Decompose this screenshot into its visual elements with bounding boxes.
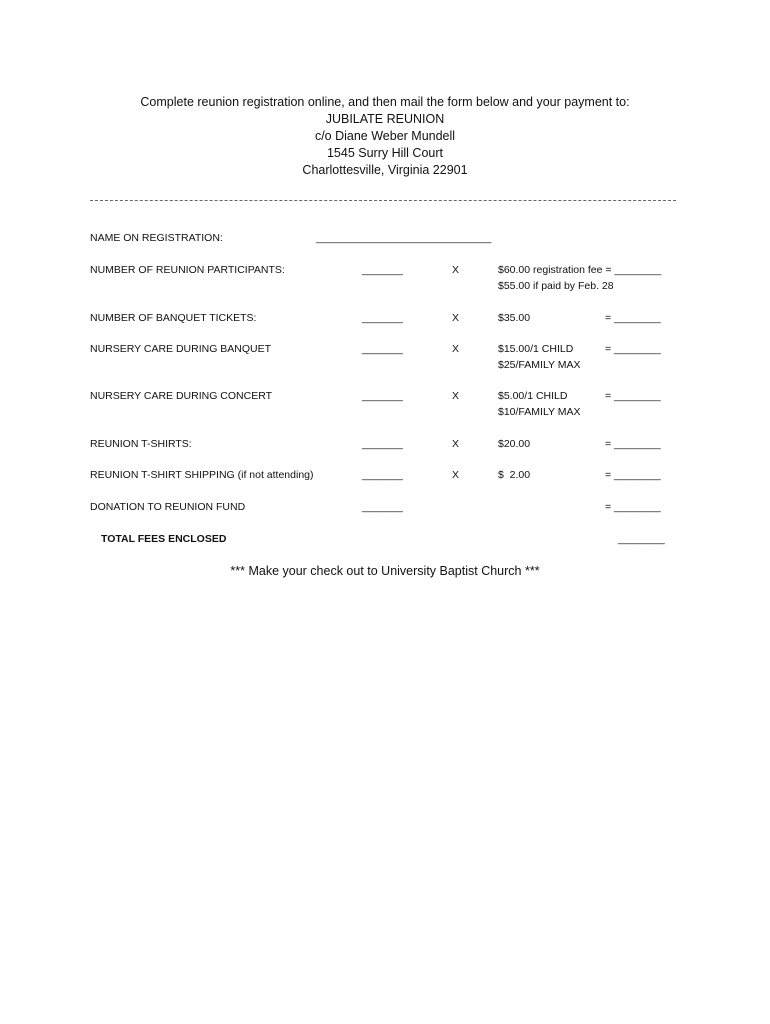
nursery-concert-qty-blank[interactable]: _______	[362, 390, 403, 402]
nursery-banquet-qty-blank[interactable]: _______	[362, 343, 403, 355]
nursery-banquet-price: $15.00/1 CHILD	[498, 343, 574, 355]
participants-price: $60.00 registration fee = ________	[498, 264, 662, 276]
donation-label: DONATION TO REUNION FUND	[90, 501, 246, 513]
donation-qty-blank[interactable]: _______	[362, 501, 403, 513]
tshirts-times: X	[452, 438, 460, 450]
banquet-label: NUMBER OF BANQUET TICKETS:	[90, 312, 257, 324]
shipping-price: $ 2.00	[498, 469, 531, 481]
recipient-care-of: c/o Diane Weber Mundell	[314, 129, 456, 143]
tshirts-total-blank[interactable]: = ________	[605, 438, 661, 450]
tshirts-price: $20.00	[498, 438, 531, 450]
cut-line-divider	[90, 200, 676, 201]
recipient-name: JUBILATE REUNION	[325, 112, 445, 126]
name-blank[interactable]: ______________________________	[316, 232, 492, 244]
banquet-total-blank[interactable]: = ________	[605, 312, 661, 324]
participants-label: NUMBER OF REUNION PARTICIPANTS:	[90, 264, 285, 276]
participants-early-price: $55.00 if paid by Feb. 28	[498, 280, 614, 292]
nursery-banquet-total-blank[interactable]: = ________	[605, 343, 661, 355]
nursery-banquet-family-max: $25/FAMILY MAX	[498, 359, 581, 371]
shipping-qty-blank[interactable]: _______	[362, 469, 403, 481]
total-fees-blank[interactable]: ________	[618, 533, 665, 545]
shipping-label: REUNION T-SHIRT SHIPPING (if not attending)	[90, 469, 314, 481]
participants-times: X	[452, 264, 460, 276]
nursery-concert-total-blank[interactable]: = ________	[605, 390, 661, 402]
banquet-price: $35.00	[498, 312, 531, 324]
nursery-concert-family-max: $10/FAMILY MAX	[498, 406, 581, 418]
donation-total-blank[interactable]: = ________	[605, 501, 661, 513]
recipient-street: 1545 Surry Hill Court	[326, 146, 443, 160]
name-label: NAME ON REGISTRATION:	[90, 232, 223, 244]
banquet-times: X	[452, 312, 460, 324]
nursery-concert-label: NURSERY CARE DURING CONCERT	[90, 390, 273, 402]
tshirts-label: REUNION T-SHIRTS:	[90, 438, 192, 450]
participants-qty-blank[interactable]: _______	[362, 264, 403, 276]
nursery-banquet-times: X	[452, 343, 460, 355]
total-fees-label: TOTAL FEES ENCLOSED	[101, 533, 227, 545]
check-instruction: *** Make your check out to University Baptist Church ***	[230, 564, 540, 578]
tshirts-qty-blank[interactable]: _______	[362, 438, 403, 450]
instruction-text: Complete reunion registration online, and then mail the form below and your payment to:	[140, 95, 630, 109]
shipping-times: X	[452, 469, 460, 481]
nursery-concert-times: X	[452, 390, 460, 402]
nursery-banquet-label: NURSERY CARE DURING BANQUET	[90, 343, 272, 355]
nursery-concert-price: $5.00/1 CHILD	[498, 390, 568, 402]
mailing-header	[0, 94, 770, 179]
shipping-total-blank[interactable]: = ________	[605, 469, 661, 481]
banquet-qty-blank[interactable]: _______	[362, 312, 403, 324]
recipient-city: Charlottesville, Virginia 22901	[302, 163, 468, 177]
